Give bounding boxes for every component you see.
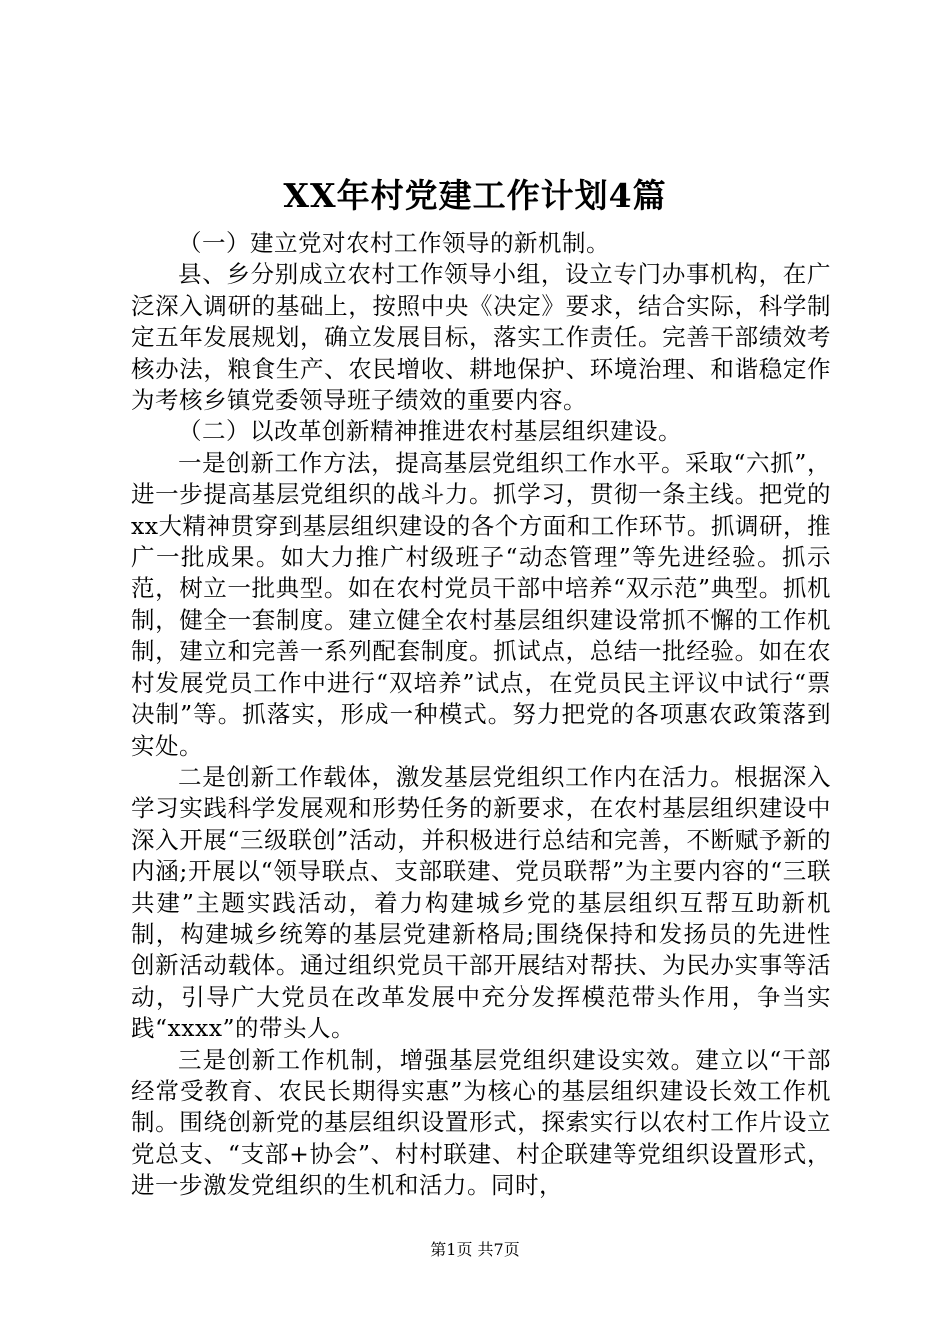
paragraph: 县、乡分别成立农村工作领导小组，设立专门办事机构，在广泛深入调研的基础上，按照中央《决定》要求，结合实际，科学制定五年发展规划，确立发展目标，落实工作责任。完善干部绩效考核办法，粮食生产、农民增收、耕地保护、环境治理、和谐稳定作为考核乡镇党委领导班子绩效的重要内容。 [131,260,831,415]
document-title: XX年村党建工作计划4篇 [283,176,667,215]
page-number-footer: 第1页 共7页 [430,1240,520,1259]
section-heading-1: （一）建立党对农村工作领导的新机制。 [178,229,610,257]
paragraph: 三是创新工作机制，增强基层党组织建设实效。建立以“干部经常受教育、农民长期得实惠”为核心的基层组织建设长效工作机制。围绕创新党的基层组织设置形式，探索实行以农村工作片设立党总支、“支部+协会”、村村联建、村企联建等党组织设置形式，进一步激发党组织的生机和活力。同时， [131,1045,831,1200]
paragraph: 二是创新工作载体，激发基层党组织工作内在活力。根据深入学习实践科学发展观和形势任务的新要求，在农村基层组织建设中深入开展“三级联创”活动，并积极进行总结和完善，不断赋予新的内涵;开展以“领导联点、支部联建、党员联帮”为主要内容的“三联共建”主题实践活动，着力构建城乡党的基层组织互帮互助新机制，构建城乡统筹的基层党建新格局;围绕保持和发扬员的先进性创新活动载体。通过组织党员干部开展结对帮扶、为民办实事等活动，引导广大党员在改革发展中充分发挥模范带头作用，争当实践“xxxx”的带头人。 [131,762,831,1043]
document-body [131,228,831,1202]
paragraph: 一是创新工作方法，提高基层党组织工作水平。采取“六抓”，进一步提高基层党组织的战斗力。抓学习，贯彻一条主线。把党的xx大精神贯穿到基层组织建设的各个方面和工作环节。抓调研，推广一批成果。如大力推广村级班子“动态管理”等先进经验。抓示范，树立一批典型。如在农村党员干部中培养“双示范”典型。抓机制，健全一套制度。建立健全农村基层组织建设常抓不懈的工作机制，建立和完善一系列配套制度。抓试点，总结一批经验。如在农村发展党员工作中进行“双培养”试点，在党员民主评议中试行“票决制”等。抓落实，形成一种模式。努力把党的各项惠农政策落到实处。 [131,448,831,760]
section-heading-2: （二）以改革创新精神推进农村基层组织建设。 [178,417,682,446]
